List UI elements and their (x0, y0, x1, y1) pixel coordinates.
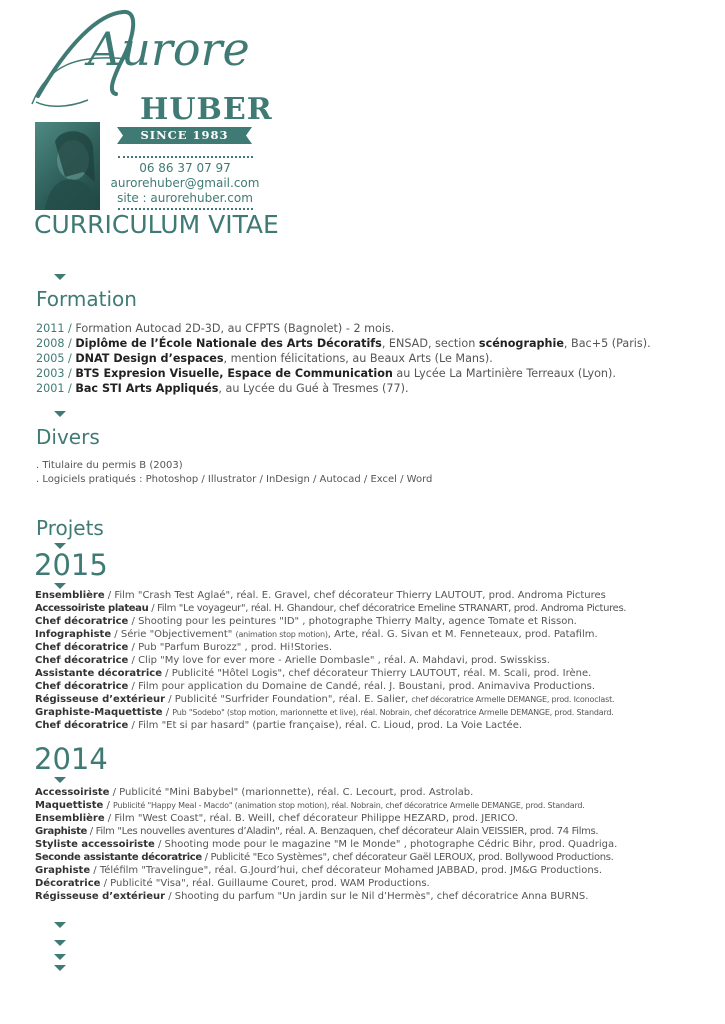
project-desc: / Shooting pour les peintures "ID" , photographe Thierry Malty, agence Tomate et Risson. (128, 616, 577, 627)
project-role: Graphiste-Maquettiste (35, 707, 163, 718)
year-2014-title: 2014 (34, 742, 108, 776)
project-role: Graphiste (35, 826, 87, 837)
project-role: Chef décoratrice (35, 616, 129, 627)
triangle-marker-icon (54, 274, 66, 280)
project-item (35, 629, 598, 640)
formation-specialty: scénographie (478, 337, 564, 350)
cv-title: CURRICULUM VITAE (34, 210, 279, 239)
formation-text: Formation Autocad 2D-3D, au CFPTS (Bagnolet) - 2 mois. (71, 322, 395, 335)
project-desc: / Film "Crash Test Aglaé", réal. E. Gravel, chef décorateur Thierry LAUTOUT, prod. Androma Pictures (104, 590, 606, 601)
divers-item: . Logiciels pratiqués : Photoshop / Illustrator / InDesign / Autocad / Excel / Word (36, 474, 433, 485)
formation-item (36, 337, 651, 350)
project-desc: / Shooting mode pour le magazine "M le Monde" , photographe Cédric Bihr, prod. Quadriga. (154, 839, 618, 850)
project-item (35, 878, 430, 889)
project-desc: / Publicité "Surfrider Foundation", réal. E. Salier, (165, 694, 412, 705)
project-item (35, 891, 588, 902)
project-role: Chef décoratrice (35, 720, 129, 731)
project-desc: / Publicité "Mini Babybel" (marionnette), réal. C. Lecourt, prod. Astrolab. (109, 787, 474, 798)
project-desc: / Téléfilm "Travelingue", réal. G.Jourd’hui, chef décorateur Mohamed JABBAD, prod. JM&G Productions. (90, 865, 603, 876)
triangle-marker-icon (54, 965, 66, 971)
triangle-marker-icon (54, 777, 66, 783)
profile-photo (35, 122, 100, 210)
triangle-marker-icon (54, 940, 66, 946)
formation-text: au Lycée La Martinière Terreaux (Lyon). (392, 367, 616, 380)
dotted-divider-top (118, 156, 253, 158)
project-desc: / Publicité "Eco Systèmes", chef décorateur Gaël LEROUX, prod. Bollywood Productions. (201, 852, 614, 863)
project-desc: / Film "Les nouvelles aventures d’Aladin", réal. A. Benzaquen, chef décorateur Alain VEISSIER, prod. 74 Films. (86, 826, 599, 837)
formation-degree: BTS Expresion Visuelle, Espace de Communication (75, 367, 393, 380)
project-item (35, 655, 550, 666)
divers-item: . Titulaire du permis B (2003) (36, 460, 183, 471)
project-item (35, 800, 585, 811)
year-2015-title: 2015 (34, 548, 108, 582)
first-name: Aurore (88, 22, 250, 76)
formation-text: , ENSAD, section (381, 337, 479, 350)
project-item (35, 707, 614, 718)
project-item (35, 642, 332, 653)
project-role: Régisseuse d’extérieur (35, 694, 166, 705)
project-desc-small: chef décoratrice Armelle DEMANGE, prod. Iconoclast. (411, 695, 615, 704)
formation-degree: Bac STI Arts Appliqués (75, 382, 219, 395)
project-role: Chef décoratrice (35, 642, 129, 653)
project-role: Graphiste (35, 865, 91, 876)
formation-item (36, 322, 394, 335)
project-item (35, 865, 602, 876)
project-desc: / Publicité "Hôtel Logis", chef décorateur Thierry LAUTOUT, réal. M. Scali, prod. Irène. (161, 668, 592, 679)
project-item (35, 616, 577, 627)
email-link[interactable]: aurorehuber@gmail.com (110, 176, 260, 190)
formation-year: 2003 / (36, 367, 72, 380)
project-desc: / Film pour application du Domaine de Candé, réal. J. Boustani, prod. Animaviva Productions. (128, 681, 596, 692)
project-role: Infographiste (35, 629, 112, 640)
project-desc: / (162, 707, 173, 718)
project-desc: / Publicité "Visa", réal. Guillaume Couret, prod. WAM Productions. (100, 878, 430, 889)
project-desc: / Série "Objectivement" (111, 629, 236, 640)
project-item (35, 852, 613, 863)
project-role: Ensemblière (35, 590, 105, 601)
project-desc: / (103, 800, 113, 811)
project-item (35, 720, 522, 731)
formation-text: , Bac+5 (Paris). (563, 337, 651, 350)
project-item (35, 813, 518, 824)
project-item (35, 787, 473, 798)
project-desc: / Film "Le voyageur", réal. H. Ghandour, chef décoratrice Emeline STRANART, prod. Androma Pictures. (148, 603, 627, 614)
project-desc: / Film "Et si par hasard" (partie française), réal. C. Lioud, prod. La Voie Lactée. (128, 720, 523, 731)
project-desc: / Clip "My love for ever more - Arielle Dombasle" , réal. A. Mahdavi, prod. Swisskiss. (128, 655, 550, 666)
project-role: Maquettiste (35, 800, 104, 811)
phone-number: 06 86 37 07 97 (139, 161, 231, 175)
formation-year: 2008 / (36, 337, 72, 350)
formation-title: Formation (36, 287, 137, 311)
project-role: Styliste accessoiriste (35, 839, 155, 850)
project-item (35, 681, 595, 692)
project-item (35, 826, 598, 837)
formation-text: , mention félicitations, au Beaux Arts (Le Mans). (223, 352, 493, 365)
project-role: Décoratrice (35, 878, 101, 889)
formation-degree: DNAT Design d’espaces (75, 352, 224, 365)
formation-item (36, 352, 493, 365)
project-role: Accessoiriste plateau (35, 603, 149, 614)
formation-year: 2001 / (36, 382, 72, 395)
project-desc-small: (animation stop motion) (235, 630, 328, 639)
project-role: Accessoiriste (35, 787, 110, 798)
formation-year: 2005 / (36, 352, 72, 365)
formation-item (36, 382, 409, 395)
formation-year: 2011 / (36, 322, 72, 335)
project-desc: / Pub "Parfum Burozz" , prod. Hi!Stories. (128, 642, 333, 653)
project-desc-small: Pub "Sodebo" (stop motion, marionnette et live), réal. Nobrain, chef décoratrice Armelle DEMANGE, prod. Standard. (172, 708, 614, 717)
triangle-marker-icon (54, 583, 66, 589)
project-role: Régisseuse d’extérieur (35, 891, 166, 902)
formation-text: , au Lycée du Gué à Tresmes (77). (218, 382, 409, 395)
project-item (35, 590, 606, 601)
project-item (35, 603, 626, 614)
triangle-marker-icon (54, 922, 66, 928)
triangle-marker-icon (54, 954, 66, 960)
project-desc: / Shooting du parfum "Un jardin sur le Nil d’Hermès", chef décoratrice Anna BURNS. (165, 891, 589, 902)
website-link[interactable]: site : aurorehuber.com (117, 191, 253, 205)
project-role: Chef décoratrice (35, 681, 129, 692)
triangle-marker-icon (54, 411, 66, 417)
project-item (35, 839, 617, 850)
project-desc: , Arte, réal. G. Sivan et M. Fenneteaux, prod. Patafilm. (327, 629, 598, 640)
project-desc: / Film "West Coast", réal. B. Weill, chef décorateur Philippe HEZARD, prod. JERICO. (104, 813, 519, 824)
project-item (35, 694, 614, 705)
project-role: Ensemblière (35, 813, 105, 824)
project-role: Chef décoratrice (35, 655, 129, 666)
project-role: Assistante décoratrice (35, 668, 162, 679)
formation-item (36, 367, 616, 380)
formation-degree: Diplôme de l’École Nationale des Arts Décoratifs (75, 337, 382, 350)
projets-title: Projets (36, 516, 104, 540)
last-name: HUBER (140, 92, 273, 127)
project-role: Seconde assistante décoratrice (35, 852, 202, 863)
project-desc-small: Publicité "Happy Meal - Macdo" (animation stop motion), réal. Nobrain, chef décoratrice Armelle DEMANGE, prod. Standard. (113, 801, 585, 810)
since-text: SINCE 1983 (140, 128, 229, 142)
divers-title: Divers (36, 425, 100, 449)
project-item (35, 668, 591, 679)
